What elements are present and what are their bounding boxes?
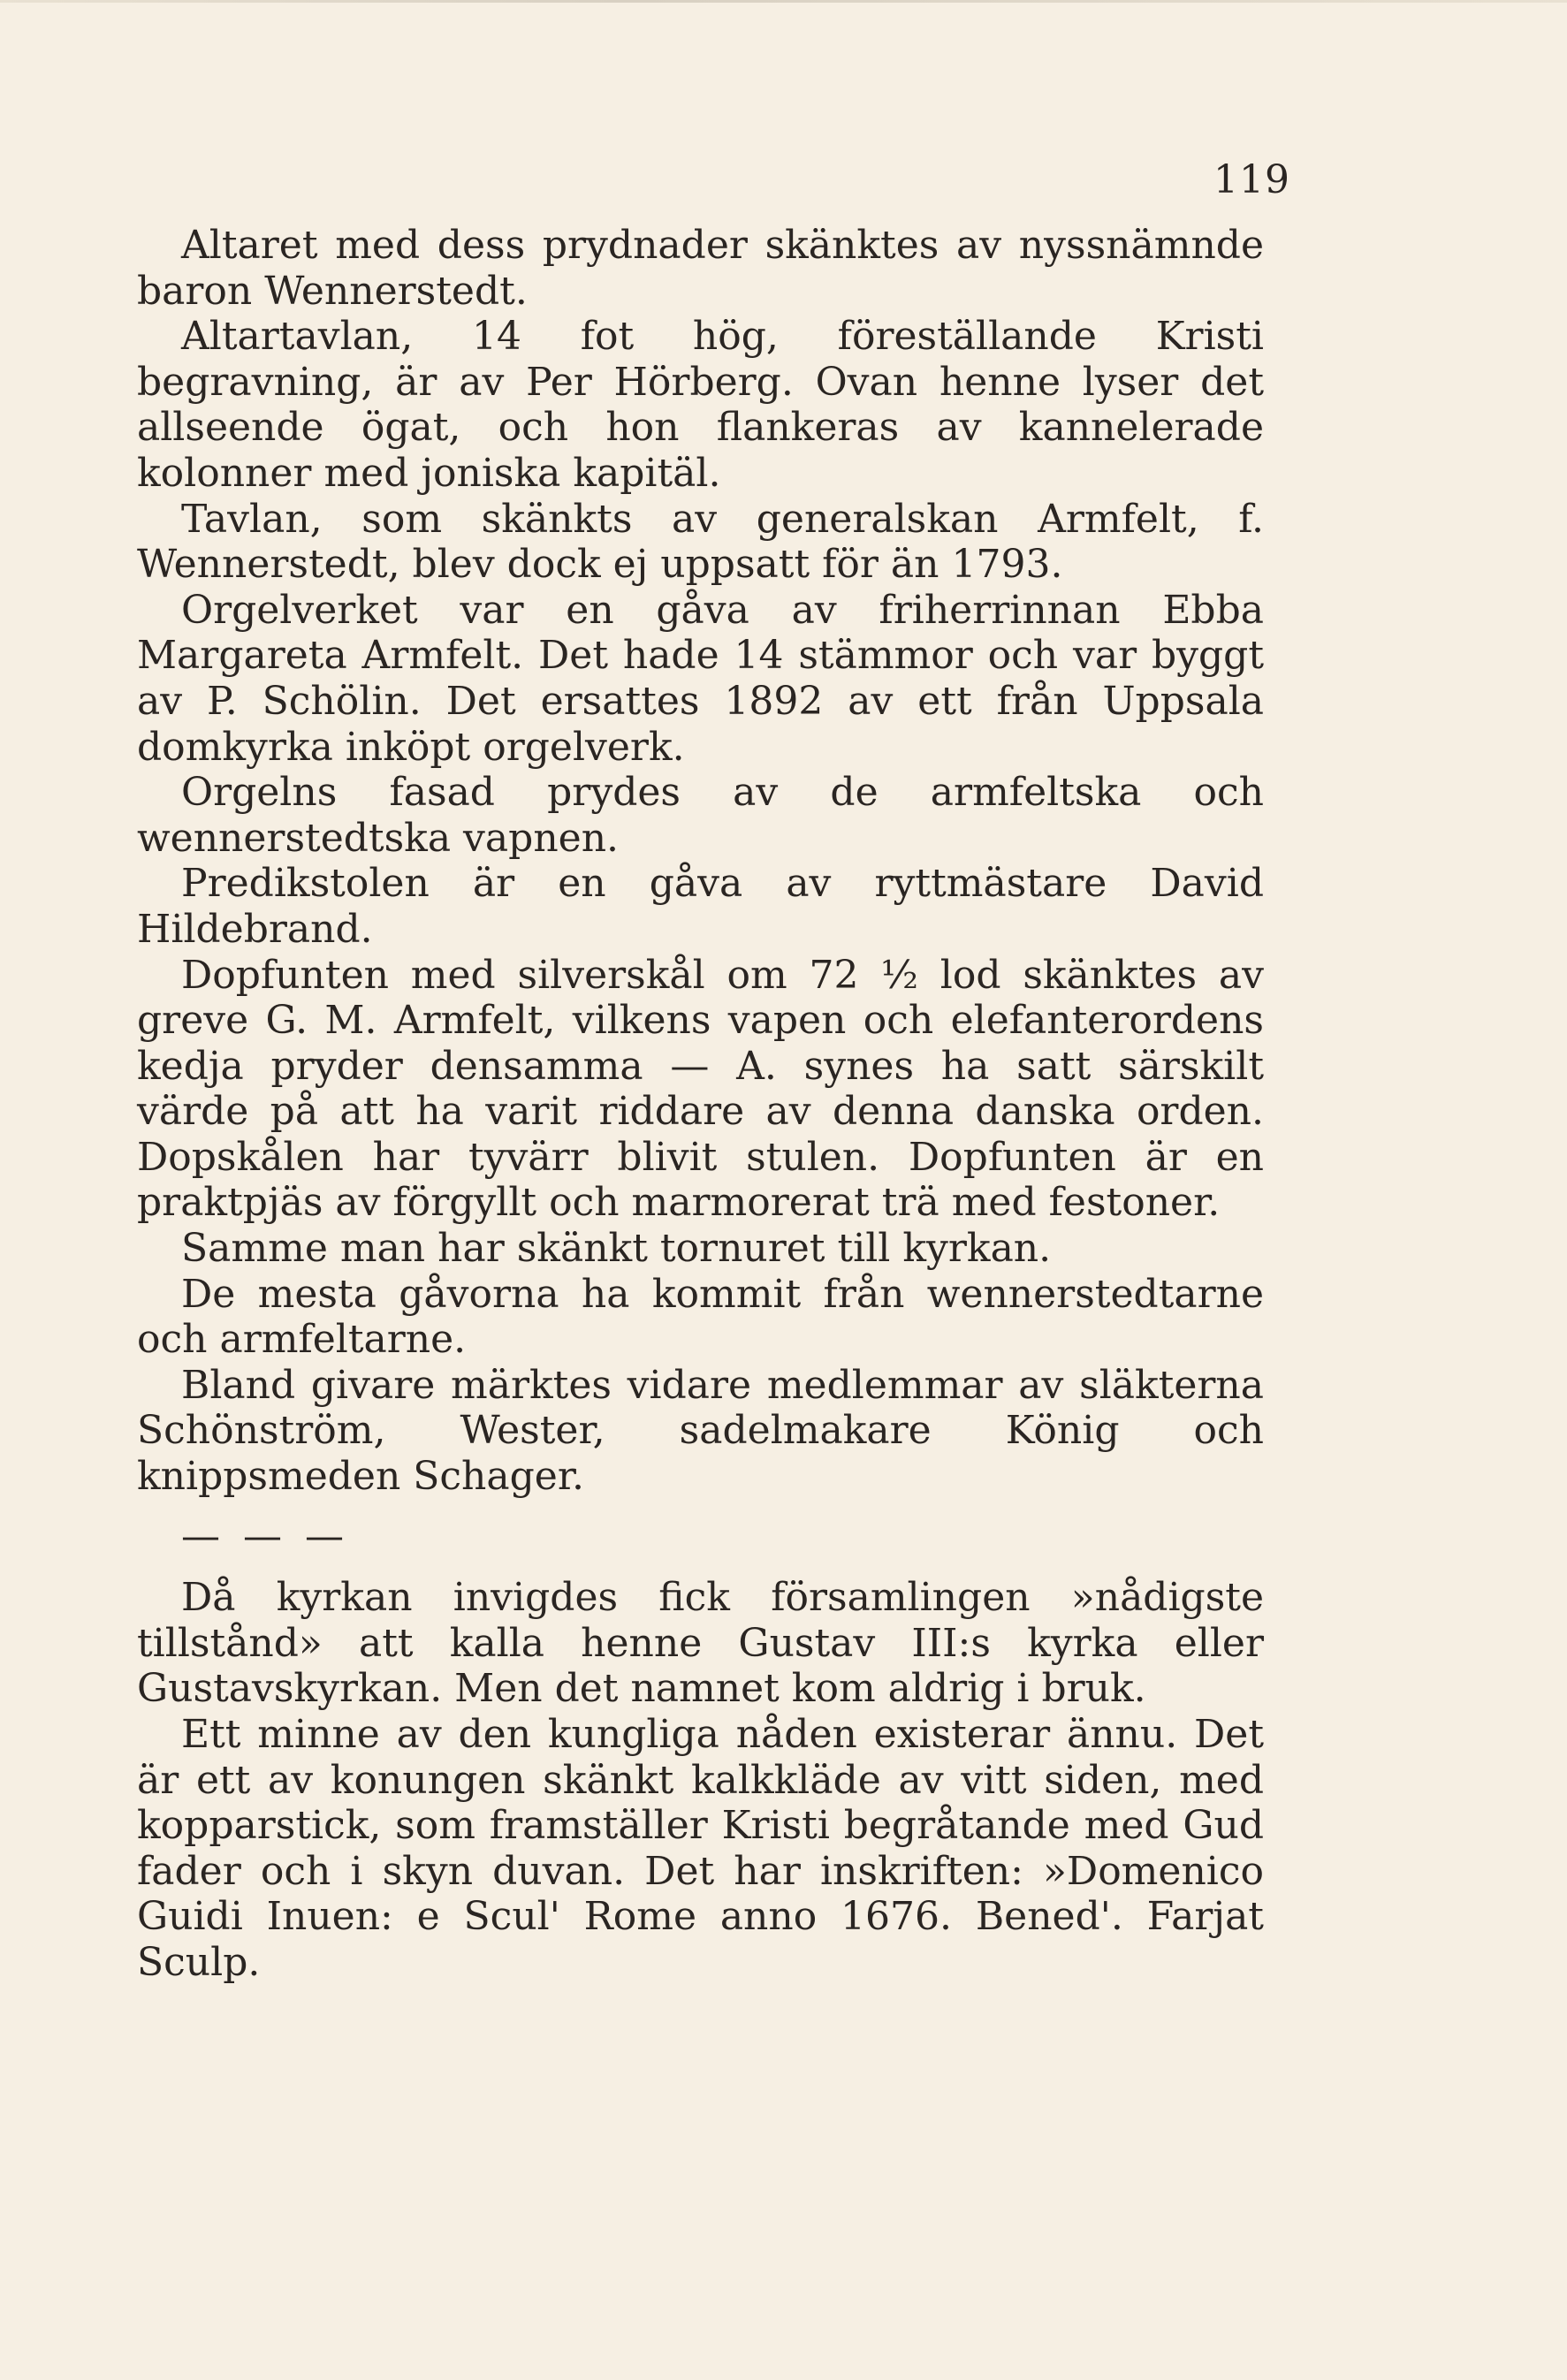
- paragraph-tavlan: Tavlan, som skänkts av generalskan Armfelt, f. Wennerstedt, blev dock ej uppsatt för än 1793.: [137, 496, 1264, 588]
- paragraph-orgelns-fasad: Orgelns fasad prydes av de armfeltska och wennerstedtska vapnen.: [137, 770, 1264, 861]
- body-text: [137, 223, 1264, 1986]
- paragraph-altaret: Altaret med dess prydnader skänktes av nyssnämnde baron Wennerstedt.: [137, 223, 1264, 314]
- paragraph-dopfunten: Dopfunten med silverskål om 72 ½ lod skänktes av greve G. M. Armfelt, vilkens vapen och elefanterordens kedja pryder densamma — A. synes ha satt särskilt värde på att ha varit riddare av denna danska orden. Dopskålen har tyvärr blivit stulen. Dopfunten är en praktpjäs av förgyllt och marmorerat trä med festoner.: [137, 952, 1264, 1226]
- paragraph-kalkklade: Ett minne av den kungliga nåden existerar ännu. Det är ett av konungen skänkt kalkkläde av vitt siden, med kopparstick, som framställer Kristi begråtande med Gud fader och i skyn duvan. Det har inskriften: »Domenico Guidi Inuen: e Scul' Rome anno 1676. Bened'. Farjat Sculp.: [137, 1712, 1264, 1985]
- section-separator: — — —: [181, 1513, 349, 1559]
- page-edge: [0, 0, 1567, 3]
- paragraph-givare: Bland givare märktes vidare medlemmar av släkterna Schönström, Wester, sadelmakare König och knippsmeden Schager.: [137, 1362, 1264, 1500]
- paragraph-tornuret: Samme man har skänkt tornuret till kyrkan.: [181, 1226, 1052, 1272]
- paragraph-invigning: Då kyrkan invigdes fick församlingen »nådigste tillstånd» att kalla henne Gustav III:s kyrka eller Gustavskyrkan. Men det namnet kom aldrig i bruk.: [137, 1575, 1264, 1712]
- paragraph-orgelverket: Orgelverket var en gåva av friherrinnan Ebba Margareta Armfelt. Det hade 14 stämmor och var byggt av P. Schölin. Det ersattes 1892 av ett från Uppsala domkyrka inköpt orgelverk.: [137, 587, 1264, 770]
- page-number: 119: [1213, 157, 1290, 202]
- paragraph-gavorna: De mesta gåvorna ha kommit från wennerstedtarne och armfeltarne.: [137, 1271, 1264, 1363]
- paragraph-predikstolen: Predikstolen är en gåva av ryttmästare David Hildebrand.: [137, 861, 1264, 952]
- paragraph-altartavlan: Altartavlan, 14 fot hög, föreställande Kristi begravning, är av Per Hörberg. Ovan henne lyser det allseende ögat, och hon flankeras av kannelerade kolonner med joniska kapitäl.: [137, 314, 1264, 496]
